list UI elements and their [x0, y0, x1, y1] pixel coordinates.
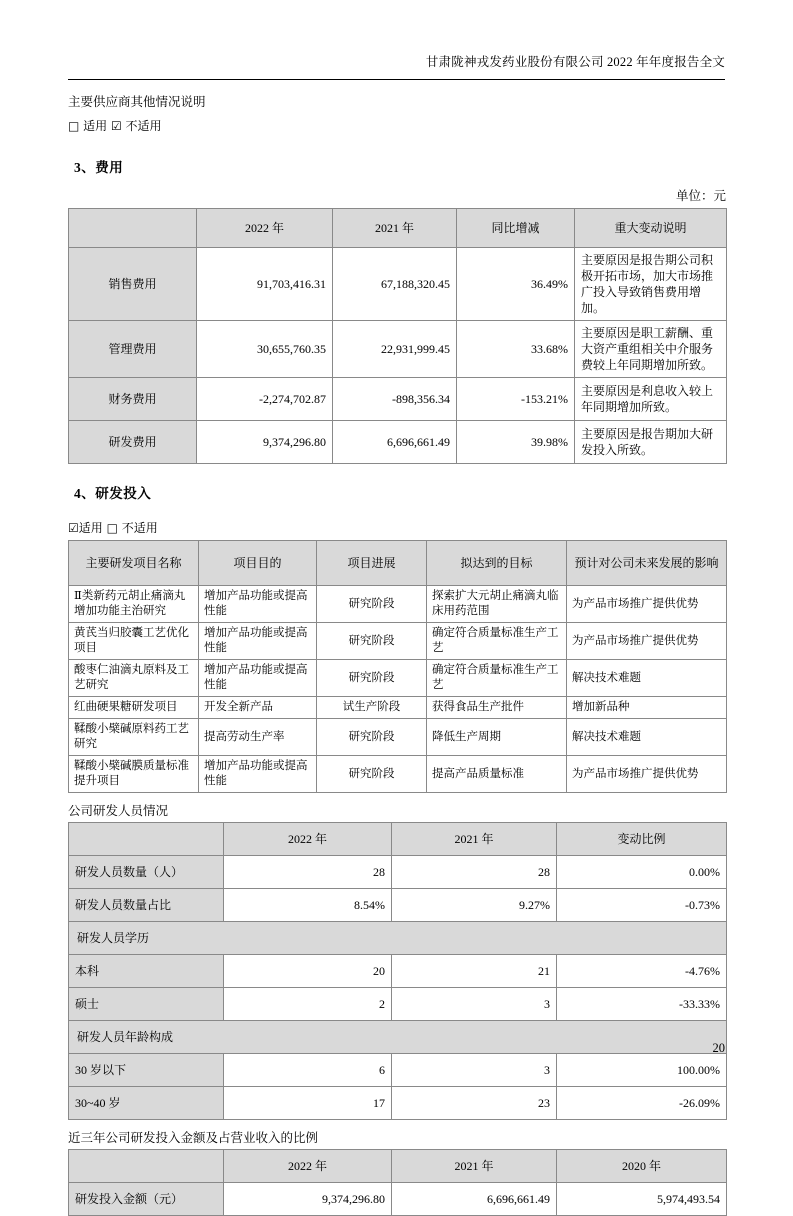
rd-staff-table — [68, 822, 727, 1120]
age-row-2022: 17 — [224, 1087, 392, 1120]
rd-project-impact: 为产品市场推广提供优势 — [567, 756, 727, 793]
table-row — [69, 248, 727, 321]
rd-project-impact: 解决技术难题 — [567, 719, 727, 756]
table-row — [69, 1183, 727, 1216]
rd-project-goal: 确定符合质量标准生产工艺 — [427, 623, 567, 660]
invest-col-2022: 2022 年 — [224, 1150, 392, 1183]
table-row — [69, 697, 727, 719]
table-row — [69, 719, 727, 756]
edu-row-name: 本科 — [69, 955, 224, 988]
rd-col-goal: 拟达到的目标 — [427, 541, 567, 586]
expense-col-name — [69, 209, 197, 248]
expense-unit-label: 单位：元 — [675, 189, 726, 203]
supplier-note-label: 主要供应商其他情况说明 — [68, 95, 206, 109]
rd-section-title: 4、研发投入 — [74, 486, 152, 501]
rd-project-impact: 为产品市场推广提供优势 — [567, 586, 727, 623]
table-row — [69, 756, 727, 793]
table-row — [69, 378, 727, 421]
rd-project-purpose: 增加产品功能或提高性能 — [199, 756, 317, 793]
staff-row-2021: 9.27% — [392, 889, 557, 922]
staff-col-2021: 2021 年 — [392, 823, 557, 856]
expense-col-change: 同比增减 — [457, 209, 575, 248]
invest-col-2020: 2020 年 — [557, 1150, 727, 1183]
rd-project-purpose: 增加产品功能或提高性能 — [199, 623, 317, 660]
expense-row-2021: 67,188,320.45 — [333, 248, 457, 321]
rd-col-impact: 预计对公司未来发展的影响 — [567, 541, 727, 586]
staff-row-name: 研发人员数量（人） — [69, 856, 224, 889]
expense-row-name: 研发费用 — [69, 421, 197, 464]
rd-col-purpose: 项目目的 — [199, 541, 317, 586]
expense-row-change: 36.49% — [457, 248, 575, 321]
expense-row-change: -153.21% — [457, 378, 575, 421]
rd-applicability-checkboxes: ☑适用 □ 不适用 — [68, 521, 158, 535]
rd-project-purpose: 开发全新产品 — [199, 697, 317, 719]
table-row — [69, 955, 727, 988]
invest-col-name — [69, 1150, 224, 1183]
table-row — [69, 1054, 727, 1087]
rd-project-goal: 探索扩大元胡止痛滴丸临床用药范围 — [427, 586, 567, 623]
table-header-row — [69, 541, 727, 586]
rd-project-progress: 研究阶段 — [317, 660, 427, 697]
page-header — [68, 52, 725, 70]
staff-age-group-label: 研发人员年龄构成 — [69, 1021, 727, 1054]
expense-row-name: 财务费用 — [69, 378, 197, 421]
age-row-name: 30~40 岁 — [69, 1087, 224, 1120]
age-row-2021: 23 — [392, 1087, 557, 1120]
expense-row-change: 33.68% — [457, 321, 575, 378]
invest-row-2021: 6,696,661.49 — [392, 1183, 557, 1216]
rd-project-impact: 增加新品种 — [567, 697, 727, 719]
table-row — [69, 660, 727, 697]
expense-row-change: 39.98% — [457, 421, 575, 464]
expense-row-2021: 22,931,999.45 — [333, 321, 457, 378]
invest-row-2020: 5,974,493.54 — [557, 1183, 727, 1216]
edu-row-2022: 20 — [224, 955, 392, 988]
edu-row-2021: 3 — [392, 988, 557, 1021]
staff-col-2022: 2022 年 — [224, 823, 392, 856]
rd-project-name: Ⅱ类新药元胡止痛滴丸增加功能主治研究 — [69, 586, 199, 623]
staff-col-name — [69, 823, 224, 856]
rd-staff-caption: 公司研发人员情况 — [68, 804, 169, 818]
rd-project-goal: 获得食品生产批件 — [427, 697, 567, 719]
invest-row-name: 研发投入金额（元） — [69, 1183, 224, 1216]
rd-project-impact: 解决技术难题 — [567, 660, 727, 697]
table-row — [69, 1087, 727, 1120]
header-divider — [68, 79, 725, 80]
expense-section-title: 3、费用 — [74, 160, 124, 175]
rd-project-goal: 提高产品质量标准 — [427, 756, 567, 793]
age-row-change: 100.00% — [557, 1054, 727, 1087]
table-group-row — [69, 922, 727, 955]
table-row — [69, 889, 727, 922]
rd-project-name: 黄芪当归胶囊工艺优化项目 — [69, 623, 199, 660]
expense-row-2021: -898,356.34 — [333, 378, 457, 421]
rd-project-progress: 研究阶段 — [317, 756, 427, 793]
age-row-change: -26.09% — [557, 1087, 727, 1120]
staff-row-change: 0.00% — [557, 856, 727, 889]
page-number: 20 — [712, 1041, 725, 1055]
staff-row-change: -0.73% — [557, 889, 727, 922]
rd-invest-caption: 近三年公司研发投入金额及占营业收入的比例 — [68, 1131, 319, 1145]
expense-row-2022: -2,274,702.87 — [197, 378, 333, 421]
edu-row-2022: 2 — [224, 988, 392, 1021]
expense-row-2022: 30,655,760.35 — [197, 321, 333, 378]
expense-table — [68, 208, 727, 464]
rd-project-name: 鞣酸小檗碱原料药工艺研究 — [69, 719, 199, 756]
age-row-2021: 3 — [392, 1054, 557, 1087]
table-group-row — [69, 1021, 727, 1054]
staff-col-change: 变动比例 — [557, 823, 727, 856]
rd-invest-table — [68, 1149, 727, 1216]
table-header-row — [69, 209, 727, 248]
rd-col-progress: 项目进展 — [317, 541, 427, 586]
invest-col-2021: 2021 年 — [392, 1150, 557, 1183]
expense-row-note: 主要原因是报告期公司积极开拓市场，加大市场推广投入导致销售费用增加。 — [575, 248, 727, 321]
rd-project-purpose: 增加产品功能或提高性能 — [199, 586, 317, 623]
supplier-note-checkboxes: □ 适用 ☑ 不适用 — [68, 119, 162, 133]
rd-project-goal: 确定符合质量标准生产工艺 — [427, 660, 567, 697]
page-content — [68, 90, 726, 1216]
rd-project-progress: 研究阶段 — [317, 623, 427, 660]
invest-row-2022: 9,374,296.80 — [224, 1183, 392, 1216]
expense-row-note: 主要原因是职工薪酬、重大资产重组相关中介服务费较上年同期增加所致。 — [575, 321, 727, 378]
table-row — [69, 623, 727, 660]
edu-row-name: 硕士 — [69, 988, 224, 1021]
expense-row-2021: 6,696,661.49 — [333, 421, 457, 464]
rd-project-impact: 为产品市场推广提供优势 — [567, 623, 727, 660]
expense-row-note: 主要原因是利息收入较上年同期增加所致。 — [575, 378, 727, 421]
staff-row-name: 研发人员数量占比 — [69, 889, 224, 922]
rd-project-progress: 研究阶段 — [317, 586, 427, 623]
expense-row-note: 主要原因是报告期加大研发投入所致。 — [575, 421, 727, 464]
table-header-row — [69, 1150, 727, 1183]
rd-project-purpose: 增加产品功能或提高性能 — [199, 660, 317, 697]
table-row — [69, 321, 727, 378]
edu-row-2021: 21 — [392, 955, 557, 988]
expense-row-name: 销售费用 — [69, 248, 197, 321]
table-row — [69, 856, 727, 889]
rd-project-progress: 研究阶段 — [317, 719, 427, 756]
edu-row-change: -4.76% — [557, 955, 727, 988]
staff-education-group-label: 研发人员学历 — [69, 922, 727, 955]
expense-row-name: 管理费用 — [69, 321, 197, 378]
staff-row-2022: 28 — [224, 856, 392, 889]
age-row-2022: 6 — [224, 1054, 392, 1087]
rd-project-name: 酸枣仁油滴丸原料及工艺研究 — [69, 660, 199, 697]
staff-row-2022: 8.54% — [224, 889, 392, 922]
table-row — [69, 421, 727, 464]
rd-project-name: 红曲硬果糖研发项目 — [69, 697, 199, 719]
table-row — [69, 586, 727, 623]
rd-project-purpose: 提高劳动生产率 — [199, 719, 317, 756]
age-row-name: 30 岁以下 — [69, 1054, 224, 1087]
rd-project-goal: 降低生产周期 — [427, 719, 567, 756]
expense-row-2022: 9,374,296.80 — [197, 421, 333, 464]
rd-project-progress: 试生产阶段 — [317, 697, 427, 719]
rd-projects-table — [68, 540, 727, 793]
expense-col-2021: 2021 年 — [333, 209, 457, 248]
staff-row-2021: 28 — [392, 856, 557, 889]
table-header-row — [69, 823, 727, 856]
edu-row-change: -33.33% — [557, 988, 727, 1021]
rd-project-name: 鞣酸小檗碱膜质量标准提升项目 — [69, 756, 199, 793]
rd-col-name: 主要研发项目名称 — [69, 541, 199, 586]
expense-col-2022: 2022 年 — [197, 209, 333, 248]
expense-row-2022: 91,703,416.31 — [197, 248, 333, 321]
header-title: 甘肃陇神戎发药业股份有限公司 2022 年年度报告全文 — [425, 55, 725, 69]
table-row — [69, 988, 727, 1021]
expense-col-note: 重大变动说明 — [575, 209, 727, 248]
